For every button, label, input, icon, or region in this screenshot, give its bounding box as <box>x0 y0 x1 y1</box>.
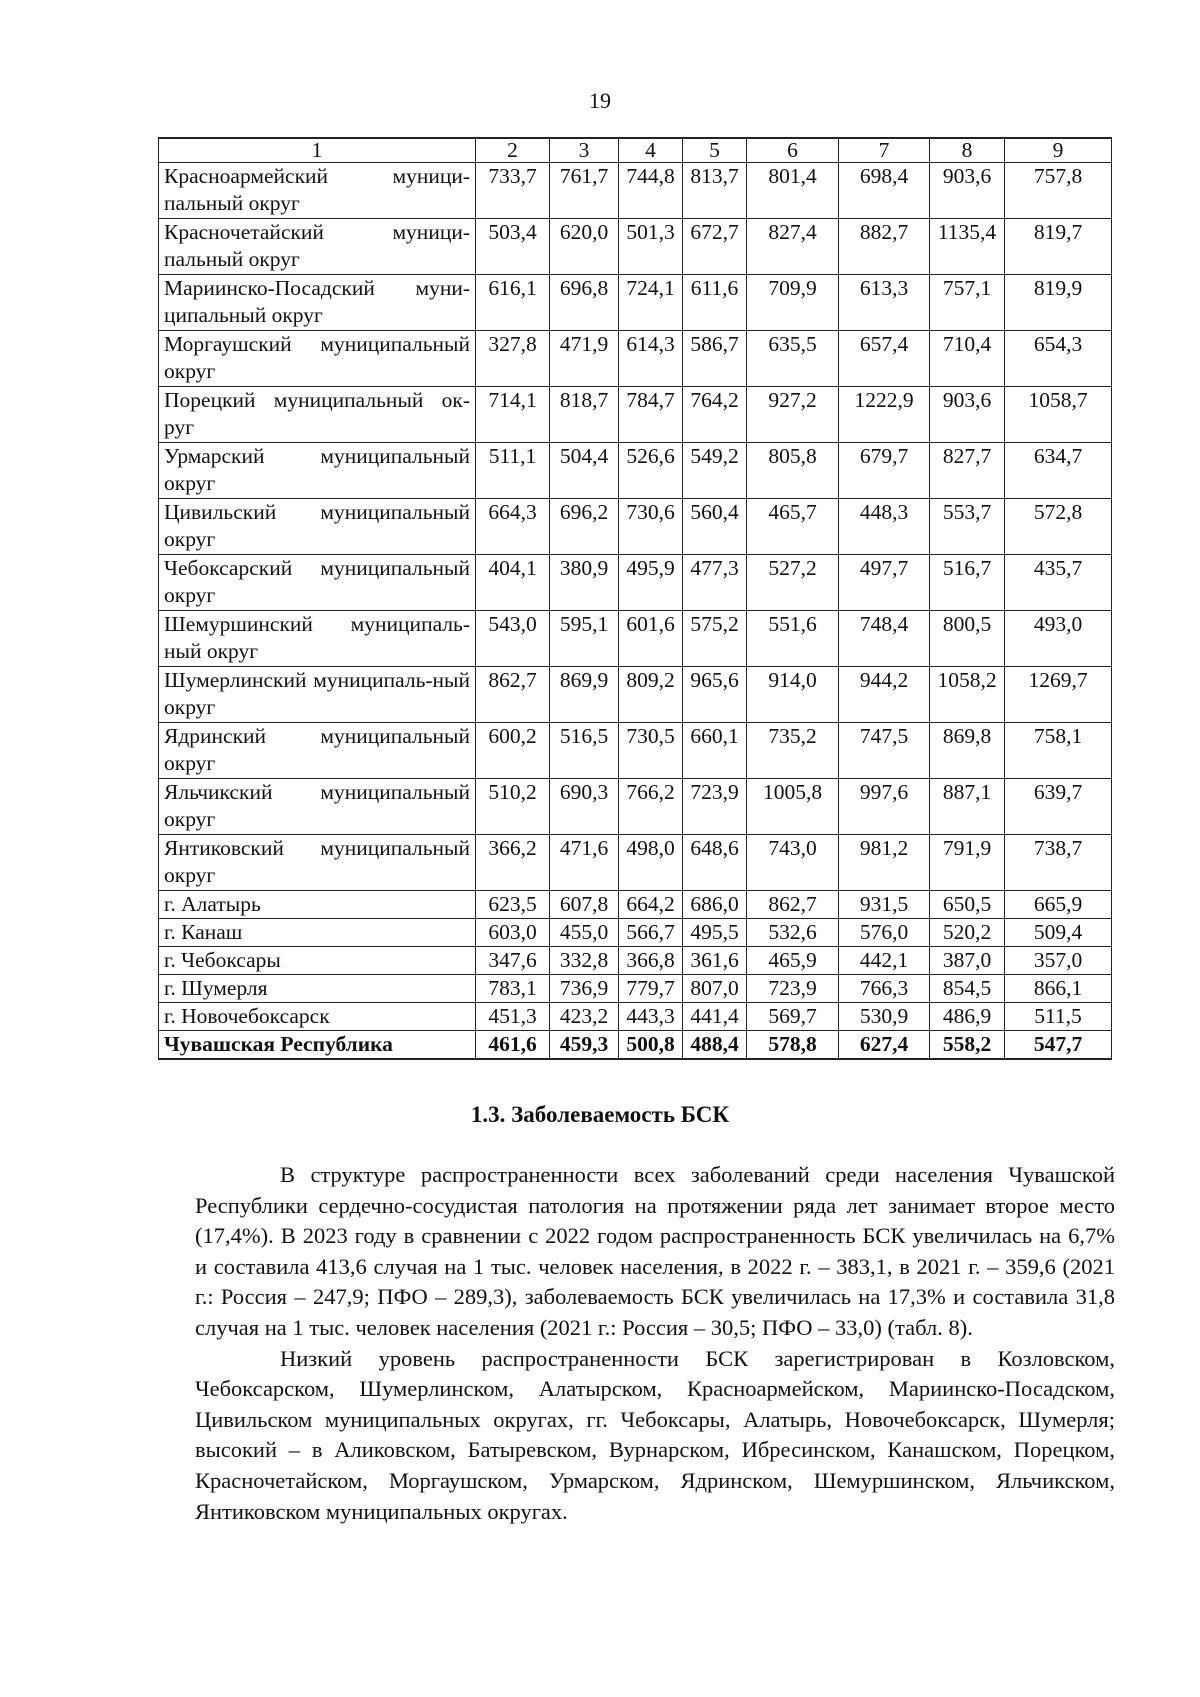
table-cell: 549,2 <box>683 443 747 499</box>
table-cell: 724,1 <box>619 275 683 331</box>
table-cell: 714,1 <box>476 387 550 443</box>
table-cell: 361,6 <box>683 947 747 975</box>
row-label: Красночетайский муници-пальный округ <box>159 219 476 275</box>
table-cell: 347,6 <box>476 947 550 975</box>
table-cell: 558,2 <box>930 1031 1005 1060</box>
table-cell: 595,1 <box>550 611 619 667</box>
table-cell: 650,5 <box>930 891 1005 919</box>
table-cell: 696,2 <box>550 499 619 555</box>
table-cell: 710,4 <box>930 331 1005 387</box>
table-cell: 366,8 <box>619 947 683 975</box>
table-cell: 1058,2 <box>930 667 1005 723</box>
table-cell: 471,6 <box>550 835 619 891</box>
row-label: Шемуршинский муниципаль-ный округ <box>159 611 476 667</box>
column-header: 5 <box>683 138 747 163</box>
table-row <box>159 723 1112 779</box>
table-cell: 784,7 <box>619 387 683 443</box>
table-cell: 654,3 <box>1005 331 1112 387</box>
table-cell: 357,0 <box>1005 947 1112 975</box>
table-cell: 332,8 <box>550 947 619 975</box>
table-cell: 944,2 <box>839 667 930 723</box>
table-cell: 495,5 <box>683 919 747 947</box>
table-cell: 698,4 <box>839 163 930 219</box>
table-row <box>159 1003 1112 1031</box>
table-cell: 648,6 <box>683 835 747 891</box>
column-header: 4 <box>619 138 683 163</box>
column-header: 1 <box>159 138 476 163</box>
table-cell: 1058,7 <box>1005 387 1112 443</box>
paragraph: Низкий уровень распространенности БСК зарегистрирован в Козловском, Чебоксарском, Шумерлинском, Алатырском, Красноармейском, Мариинско-Посадском, Цивильском муниципальных округах, гг. Чебоксары, Алатырь, Новочебоксарск, Шумерля; высокий – в Аликовском, Батыревском, Вурнарском, Ибресинском, Канашском, Порецком, Красночетайском, Моргаушском, Урмарском, Ядринском, Шемуршинском, Яльчикском, Янтиковском муниципальных округах. <box>195 1345 1115 1524</box>
table-cell: 730,6 <box>619 499 683 555</box>
table-row <box>159 667 1112 723</box>
column-header: 2 <box>476 138 550 163</box>
section-heading: 1.3. Заболеваемость БСК <box>470 1102 730 1127</box>
table-row <box>159 947 1112 975</box>
table-cell: 586,7 <box>683 331 747 387</box>
table-row <box>159 611 1112 667</box>
table-cell: 510,2 <box>476 779 550 835</box>
table-cell: 791,9 <box>930 835 1005 891</box>
table-cell: 623,5 <box>476 891 550 919</box>
table-cell: 547,7 <box>1005 1031 1112 1060</box>
body-text <box>195 1160 1115 1527</box>
table-cell: 696,8 <box>550 275 619 331</box>
table-cell: 380,9 <box>550 555 619 611</box>
table-cell: 882,7 <box>839 219 930 275</box>
table-cell: 686,0 <box>683 891 747 919</box>
table-cell: 600,2 <box>476 723 550 779</box>
table-cell: 520,2 <box>930 919 1005 947</box>
column-header: 6 <box>747 138 839 163</box>
table-cell: 527,2 <box>747 555 839 611</box>
table-cell: 779,7 <box>619 975 683 1003</box>
table-cell: 498,0 <box>619 835 683 891</box>
table-cell: 488,4 <box>683 1031 747 1060</box>
table-cell: 805,8 <box>747 443 839 499</box>
table-cell: 1135,4 <box>930 219 1005 275</box>
table-cell: 616,1 <box>476 275 550 331</box>
table-cell: 997,6 <box>839 779 930 835</box>
table-cell: 757,8 <box>1005 163 1112 219</box>
table-cell: 516,5 <box>550 723 619 779</box>
table-cell: 801,4 <box>747 163 839 219</box>
table-cell: 576,0 <box>839 919 930 947</box>
table-cell: 761,7 <box>550 163 619 219</box>
table-cell: 443,3 <box>619 1003 683 1031</box>
row-label: Шумерлинский муниципаль-ный округ <box>159 667 476 723</box>
table-cell: 854,5 <box>930 975 1005 1003</box>
table-cell: 635,5 <box>747 331 839 387</box>
table-cell: 764,2 <box>683 387 747 443</box>
table-cell: 903,6 <box>930 387 1005 443</box>
table-cell: 869,8 <box>930 723 1005 779</box>
table-cell: 504,4 <box>550 443 619 499</box>
table-cell: 862,7 <box>476 667 550 723</box>
table-header-row <box>159 138 1112 163</box>
table-cell: 665,9 <box>1005 891 1112 919</box>
table-cell: 442,1 <box>839 947 930 975</box>
table-cell: 471,9 <box>550 331 619 387</box>
row-label: Мариинско-Посадский муни-ципальный округ <box>159 275 476 331</box>
table-row <box>159 331 1112 387</box>
table-cell: 657,4 <box>839 331 930 387</box>
table-cell: 827,4 <box>747 219 839 275</box>
table-cell: 744,8 <box>619 163 683 219</box>
table-cell: 1222,9 <box>839 387 930 443</box>
table-row <box>159 555 1112 611</box>
table-cell: 747,5 <box>839 723 930 779</box>
table-cell: 601,6 <box>619 611 683 667</box>
table-cell: 819,7 <box>1005 219 1112 275</box>
row-label: Ядринский муниципальный округ <box>159 723 476 779</box>
table-total-row <box>159 1031 1112 1060</box>
table-cell: 572,8 <box>1005 499 1112 555</box>
table-cell: 869,9 <box>550 667 619 723</box>
table-cell: 441,4 <box>683 1003 747 1031</box>
table-cell: 607,8 <box>550 891 619 919</box>
table-cell: 575,2 <box>683 611 747 667</box>
table-cell: 327,8 <box>476 331 550 387</box>
row-label: г. Новочебоксарск <box>159 1003 476 1031</box>
table-cell: 613,3 <box>839 275 930 331</box>
table-cell: 503,4 <box>476 219 550 275</box>
table-cell: 664,3 <box>476 499 550 555</box>
row-label: г. Алатырь <box>159 891 476 919</box>
table-cell: 757,1 <box>930 275 1005 331</box>
table-cell: 511,5 <box>1005 1003 1112 1031</box>
table-cell: 887,1 <box>930 779 1005 835</box>
row-label: Урмарский муниципальный округ <box>159 443 476 499</box>
column-header: 7 <box>839 138 930 163</box>
table-cell: 690,3 <box>550 779 619 835</box>
row-label: Чебоксарский муниципальный округ <box>159 555 476 611</box>
table-cell: 620,0 <box>550 219 619 275</box>
table-cell: 451,3 <box>476 1003 550 1031</box>
table-body <box>159 163 1112 1060</box>
table-cell: 965,6 <box>683 667 747 723</box>
table-cell: 709,9 <box>747 275 839 331</box>
table-cell: 1269,7 <box>1005 667 1112 723</box>
table-cell: 1005,8 <box>747 779 839 835</box>
table-cell: 465,7 <box>747 499 839 555</box>
row-label: г. Чебоксары <box>159 947 476 975</box>
table-cell: 553,7 <box>930 499 1005 555</box>
table-cell: 459,3 <box>550 1031 619 1060</box>
table-cell: 486,9 <box>930 1003 1005 1031</box>
table-row <box>159 443 1112 499</box>
table-cell: 735,2 <box>747 723 839 779</box>
table-cell: 497,7 <box>839 555 930 611</box>
table-cell: 404,1 <box>476 555 550 611</box>
table-cell: 634,7 <box>1005 443 1112 499</box>
row-label: Красноармейский муници-пальный округ <box>159 163 476 219</box>
table-row <box>159 779 1112 835</box>
table-cell: 743,0 <box>747 835 839 891</box>
row-label: Янтиковский муниципальный округ <box>159 835 476 891</box>
table-cell: 387,0 <box>930 947 1005 975</box>
table-cell: 516,7 <box>930 555 1005 611</box>
table-cell: 543,0 <box>476 611 550 667</box>
table-cell: 800,5 <box>930 611 1005 667</box>
row-label: Моргаушский муниципальный округ <box>159 331 476 387</box>
table-cell: 423,2 <box>550 1003 619 1031</box>
table-cell: 465,9 <box>747 947 839 975</box>
table-cell: 511,1 <box>476 443 550 499</box>
row-label: Порецкий муниципальный ок-руг <box>159 387 476 443</box>
table-cell: 477,3 <box>683 555 747 611</box>
table-row <box>159 163 1112 219</box>
table-cell: 672,7 <box>683 219 747 275</box>
table-cell: 783,1 <box>476 975 550 1003</box>
table-cell: 809,2 <box>619 667 683 723</box>
table-cell: 679,7 <box>839 443 930 499</box>
table-cell: 639,7 <box>1005 779 1112 835</box>
table-cell: 736,9 <box>550 975 619 1003</box>
row-label: Чувашская Республика <box>159 1031 476 1060</box>
table-cell: 614,3 <box>619 331 683 387</box>
row-label: Яльчикский муниципальный округ <box>159 779 476 835</box>
table-cell: 664,2 <box>619 891 683 919</box>
table-row <box>159 219 1112 275</box>
table-cell: 866,1 <box>1005 975 1112 1003</box>
table-cell: 818,7 <box>550 387 619 443</box>
table-cell: 569,7 <box>747 1003 839 1031</box>
table-cell: 766,3 <box>839 975 930 1003</box>
paragraph: В структуре распространенности всех заболеваний среди населения Чувашской Республики сердечно-сосудистая патология на протяжении ряда лет занимает второе место (17,4%). В 2023 году в сравнении с 2022 годом распространенность БСК увеличилась на 6,7% и составила 413,6 случая на 1 тыс. человек населения, в 2022 г. – 383,1, в 2021 г. – 359,6 (2021 г.: Россия – 247,9; ПФО – 289,3), заболеваемость БСК увеличилась на 17,3% и составила 31,8 случая на 1 тыс. человек населения (2021 г.: Россия – 30,5; ПФО – 33,0) (табл. 8). <box>195 1162 1115 1340</box>
table-row <box>159 835 1112 891</box>
table-cell: 748,4 <box>839 611 930 667</box>
table-cell: 931,5 <box>839 891 930 919</box>
data-table <box>158 137 1112 1060</box>
row-label: г. Шумерля <box>159 975 476 1003</box>
table-cell: 981,2 <box>839 835 930 891</box>
table-cell: 730,5 <box>619 723 683 779</box>
table-cell: 819,9 <box>1005 275 1112 331</box>
table-cell: 827,7 <box>930 443 1005 499</box>
table-cell: 627,4 <box>839 1031 930 1060</box>
column-header: 9 <box>1005 138 1112 163</box>
row-label: г. Канаш <box>159 919 476 947</box>
table-cell: 509,4 <box>1005 919 1112 947</box>
table-cell: 723,9 <box>747 975 839 1003</box>
table-cell: 758,1 <box>1005 723 1112 779</box>
table-cell: 578,8 <box>747 1031 839 1060</box>
table-cell: 551,6 <box>747 611 839 667</box>
table-cell: 807,0 <box>683 975 747 1003</box>
table-cell: 435,7 <box>1005 555 1112 611</box>
table-cell: 493,0 <box>1005 611 1112 667</box>
table-row <box>159 387 1112 443</box>
table-cell: 560,4 <box>683 499 747 555</box>
table-row <box>159 919 1112 947</box>
table-cell: 611,6 <box>683 275 747 331</box>
table-cell: 448,3 <box>839 499 930 555</box>
table-cell: 603,0 <box>476 919 550 947</box>
table-cell: 532,6 <box>747 919 839 947</box>
table-cell: 733,7 <box>476 163 550 219</box>
table-cell: 903,6 <box>930 163 1005 219</box>
table-cell: 526,6 <box>619 443 683 499</box>
table-row <box>159 499 1112 555</box>
table-row <box>159 891 1112 919</box>
table-cell: 766,2 <box>619 779 683 835</box>
table-row <box>159 975 1112 1003</box>
table-cell: 738,7 <box>1005 835 1112 891</box>
table-cell: 500,8 <box>619 1031 683 1060</box>
table-cell: 366,2 <box>476 835 550 891</box>
page-number: 19 <box>589 88 611 113</box>
table-cell: 495,9 <box>619 555 683 611</box>
table-cell: 813,7 <box>683 163 747 219</box>
table-cell: 723,9 <box>683 779 747 835</box>
table-cell: 927,2 <box>747 387 839 443</box>
table-cell: 530,9 <box>839 1003 930 1031</box>
column-header: 8 <box>930 138 1005 163</box>
table-cell: 455,0 <box>550 919 619 947</box>
column-header: 3 <box>550 138 619 163</box>
table-cell: 461,6 <box>476 1031 550 1060</box>
table-cell: 566,7 <box>619 919 683 947</box>
table-cell: 862,7 <box>747 891 839 919</box>
table-row <box>159 275 1112 331</box>
table-cell: 501,3 <box>619 219 683 275</box>
table-cell: 660,1 <box>683 723 747 779</box>
table-cell: 914,0 <box>747 667 839 723</box>
row-label: Цивильский муниципальный округ <box>159 499 476 555</box>
